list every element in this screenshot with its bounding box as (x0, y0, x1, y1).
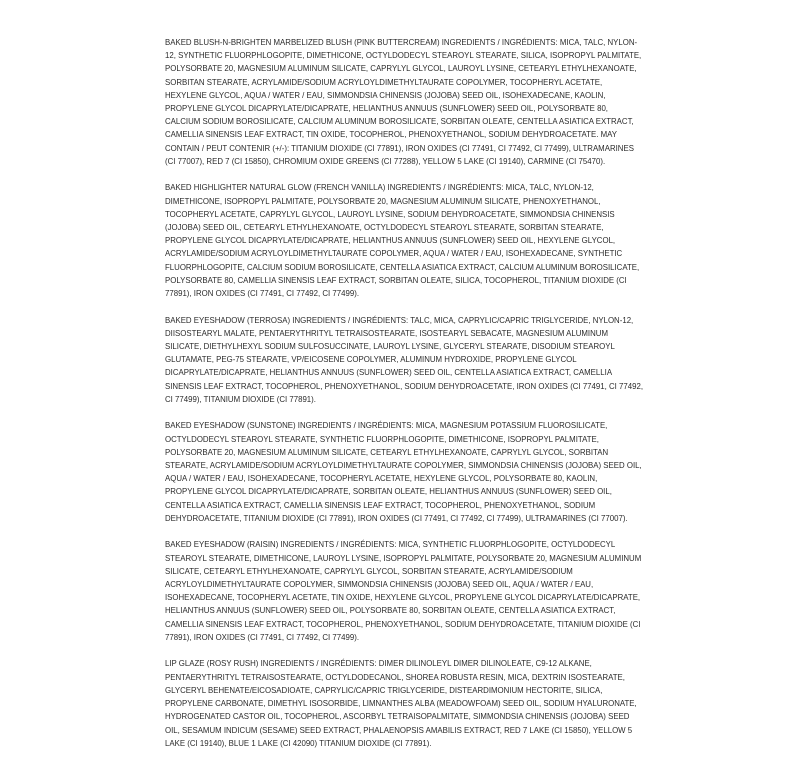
ingredients-list (165, 36, 643, 763)
ingredient-block-rosy-rush-lip-glaze: LIP GLAZE (ROSY RUSH) INGREDIENTS / INGRÉDIENTS: DIMER DILINOLEYL DIMER DILINOLEATE, C9-12 ALKANE, PENTAERYTHRITYL TETRAISOSTEARATE, OCTYLDODECANOL, SHOREA ROBUSTA RESIN, MICA, DEXTRIN ISOSTEARATE, GLYCERYL BEHENATE/EICOSADIOATE, CAPRYLIC/CAPRIC TRIGLYCERIDE, DISTEARDIMONIUM HECTORITE, SILICA, PROPYLENE CARBONATE, DIMETHYL ISOSORBIDE, LIMNANTHES ALBA (MEADOWFOAM) SEED OIL, SODIUM HYALURONATE, HYDROGENATED CASTOR OIL, TOCOPHEROL, ASCORBYL TETRAISOPALMITATE, SIMMONDSIA CHINENSIS (JOJOBA) SEED OIL, SESAMUM INDICUM (SESAME) SEED EXTRACT, PHALAENOPSIS AMABILIS EXTRACT, RED 7 LAKE (CI 15850), YELLOW 5 LAKE (CI 19140), BLUE 1 LAKE (CI 42090) TITANIUM DIOXIDE (CI 77891). (165, 659, 637, 748)
ingredient-block-pink-buttercream-blush: BAKED BLUSH-N-BRIGHTEN MARBELIZED BLUSH (PINK BUTTERCREAM) INGREDIENTS / INGRÉDIENTS: MICA, TALC, NYLON-12, SYNTHETIC FLUORPHLOGOPITE, DIMETHICONE, OCTYLDODECYL STEAROYL STEARATE, SILICA, ISOPROPYL PALMITATE, POLYSORBATE 20, MAGNESIUM ALUMINUM SILICATE, CAPRYLYL GLYCOL, LAUROYL LYSINE, CETEARYL ETHYLHEXANOATE, SORBITAN STEARATE, ACRYLAMIDE/SODIUM ACRYLOYLDIMETHYLTAURATE COPOLYMER, TOCOPHERYL ACETATE, HEXYLENE GLYCOL, AQUA / WATER / EAU, SIMMONDSIA CHINENSIS (JOJOBA) SEED OIL, ISOHEXADECANE, KAOLIN, PROPYLENE GLYCOL DICAPRYLATE/DICAPRATE, HELIANTHUS ANNUUS (SUNFLOWER) SEED OIL, POLYSORBATE 80, CALCIUM SODIUM BOROSILICATE, CALCIUM ALUMINUM BOROSILICATE, SORBITAN OLEATE, CENTELLA ASIATICA EXTRACT, CAMELLIA SINENSIS LEAF EXTRACT, TIN OXIDE, TOCOPHEROL, PHENOXYETHANOL, SODIUM DEHYDROACETATE. MAY CONTAIN / PEUT CONTENIR (+/-): TITANIUM DIOXIDE (CI 77891), IRON OXIDES (CI 77491, CI 77492, CI 77499), ULTRAMARINES (CI 77007), RED 7 (CI 15850), CHROMIUM OXIDE GREENS (CI 77288), YELLOW 5 LAKE (CI 19140), CARMINE (CI 75470). (165, 38, 642, 166)
ingredient-block-sunstone-eyeshadow: BAKED EYESHADOW (SUNSTONE) INGREDIENTS / INGRÉDIENTS: MICA, MAGNESIUM POTASSIUM FLUOROSILICATE, OCTYLDODECYL STEAROYL STEARATE, SYNTHETIC FLUORPHLOGOPITE, DIMETHICONE, ISOPROPYL PALMITATE, POLYSORBATE 20, MAGNESIUM ALUMINUM SILICATE, CETEARYL ETHYLHEXANOATE, CAPRYLYL GLYCOL, SORBITAN STEARATE, ACRYLAMIDE/SODIUM ACRYLOYLDIMETHYLTAURATE COPOLYMER, SIMMONDSIA CHINENSIS (JOJOBA) SEED OIL, AQUA / WATER / EAU, ISOHEXADECANE, TOCOPHERYL ACETATE, HEXYLENE GLYCOL, POLYSORBATE 80, KAOLIN, PROPYLENE GLYCOL DICAPRYLATE/DICAPRATE, SORBITAN OLEATE, HELIANTHUS ANNUUS (SUNFLOWER) SEED OIL, CENTELLA ASIATICA EXTRACT, CAMELLIA SINENSIS LEAF EXTRACT, TOCOPHEROL, PHENOXYETHANOL, SODIUM DEHYDROACETATE, TITANIUM DIOXIDE (CI 77891), IRON OXIDES (CI 77491, CI 77492, CI 77499), ULTRAMARINES (CI 77007). (165, 421, 642, 523)
ingredient-block-french-vanilla-highlighter: BAKED HIGHLIGHTER NATURAL GLOW (FRENCH VANILLA) INGREDIENTS / INGRÉDIENTS: MICA, TALC, NYLON-12, DIMETHICONE, ISOPROPYL PALMITATE, POLYSORBATE 20, MAGNESIUM ALUMINUM SILICATE, PHENOXYETHANOL, TOCOPHERYL ACETATE, CAPRYLYL GLYCOL, LAUROYL LYSINE, SODIUM DEHYDROACETATE, SIMMONDSIA CHINENSIS (JOJOBA) SEED OIL, CETEARYL ETHYLHEXANOATE, OCTYLDODECYL STEAROYL STEARATE, SORBITAN STEARATE, PROPYLENE GLYCOL DICAPRYLATE/DICAPRATE, HELIANTHUS ANNUUS (SUNFLOWER) SEED OIL, HEXYLENE GLYCOL, ACRYLAMIDE/SODIUM ACRYLOYLDIMETHYLTAURATE COPOLYMER, AQUA / WATER / EAU, ISOHEXADECANE, SYNTHETIC FLUORPHLOGOPITE, CALCIUM SODIUM BOROSILICATE, CENTELLA ASIATICA EXTRACT, CALCIUM ALUMINUM BOROSILICATE, POLYSORBATE 80, CAMELLIA SINENSIS LEAF EXTRACT, SORBITAN OLEATE, SILICA, TOCOPHEROL, TITANIUM DIOXIDE (CI 77891), IRON OXIDES (CI 77491, CI 77492, CI 77499). (165, 183, 640, 299)
ingredient-block-terrosa-eyeshadow: BAKED EYESHADOW (TERROSA) INGREDIENTS / INGRÉDIENTS: TALC, MICA, CAPRYLIC/CAPRIC TRIGLYCERIDE, NYLON-12, DIISOSTEARYL MALATE, PENTAERYTHRITYL TETRAISOSTEARATE, ISOSTEARYL SEBACATE, MAGNESIUM ALUMINUM SILICATE, DIETHYLHEXYL SODIUM SULFOSUCCINATE, LAUROYL LYSINE, GLYCERYL STEARATE, DISODIUM STEAROYL GLUTAMATE, PEG-75 STEARATE, VP/EICOSENE COPOLYMER, ALUMINUM HYDROXIDE, PROPYLENE GLYCOL DICAPRYLATE/DICAPRATE, HELIANTHUS ANNUUS (SUNFLOWER) SEED OIL, CENTELLA ASIATICA EXTRACT, CAMELLIA SINENSIS LEAF EXTRACT, TOCOPHEROL, PHENOXYETHANOL, SODIUM DEHYDROACETATE, IRON OXIDES (CI 77491, CI 77492, CI 77499), TITANIUM DIOXIDE (CI 77891). (165, 315, 644, 404)
ingredient-block-raisin-eyeshadow: BAKED EYESHADOW (RAISIN) INGREDIENTS / INGRÉDIENTS: MICA, SYNTHETIC FLUORPHLOGOPITE, OCTYLDODECYL STEAROYL STEARATE, DIMETHICONE, LAUROYL LYSINE, ISOPROPYL PALMITATE, POLYSORBATE 20, MAGNESIUM ALUMINUM SILICATE, CETEARYL ETHYLHEXANOATE, CAPRYLYL GLYCOL, SORBITAN STEARATE, ACRYLAMIDE/SODIUM ACRYLOYLDIMETHYLTAURATE COPOLYMER, SIMMONDSIA CHINENSIS (JOJOBA) SEED OIL, AQUA / WATER / EAU, ISOHEXADECANE, TOCOPHERYL ACETATE, TIN OXIDE, HEXYLENE GLYCOL, PROPYLENE GLYCOL DICAPRYLATE/DICAPRATE, HELIANTHUS ANNUUS (SUNFLOWER) SEED OIL, POLYSORBATE 80, SORBITAN OLEATE, CENTELLA ASIATICA EXTRACT, CAMELLIA SINENSIS LEAF EXTRACT, TOCOPHEROL, PHENOXYETHANOL, SODIUM DEHYDROACETATE, TITANIUM DIOXIDE (CI 77891), IRON OXIDES (CI 77491, CI 77492, CI 77499). (165, 540, 642, 642)
